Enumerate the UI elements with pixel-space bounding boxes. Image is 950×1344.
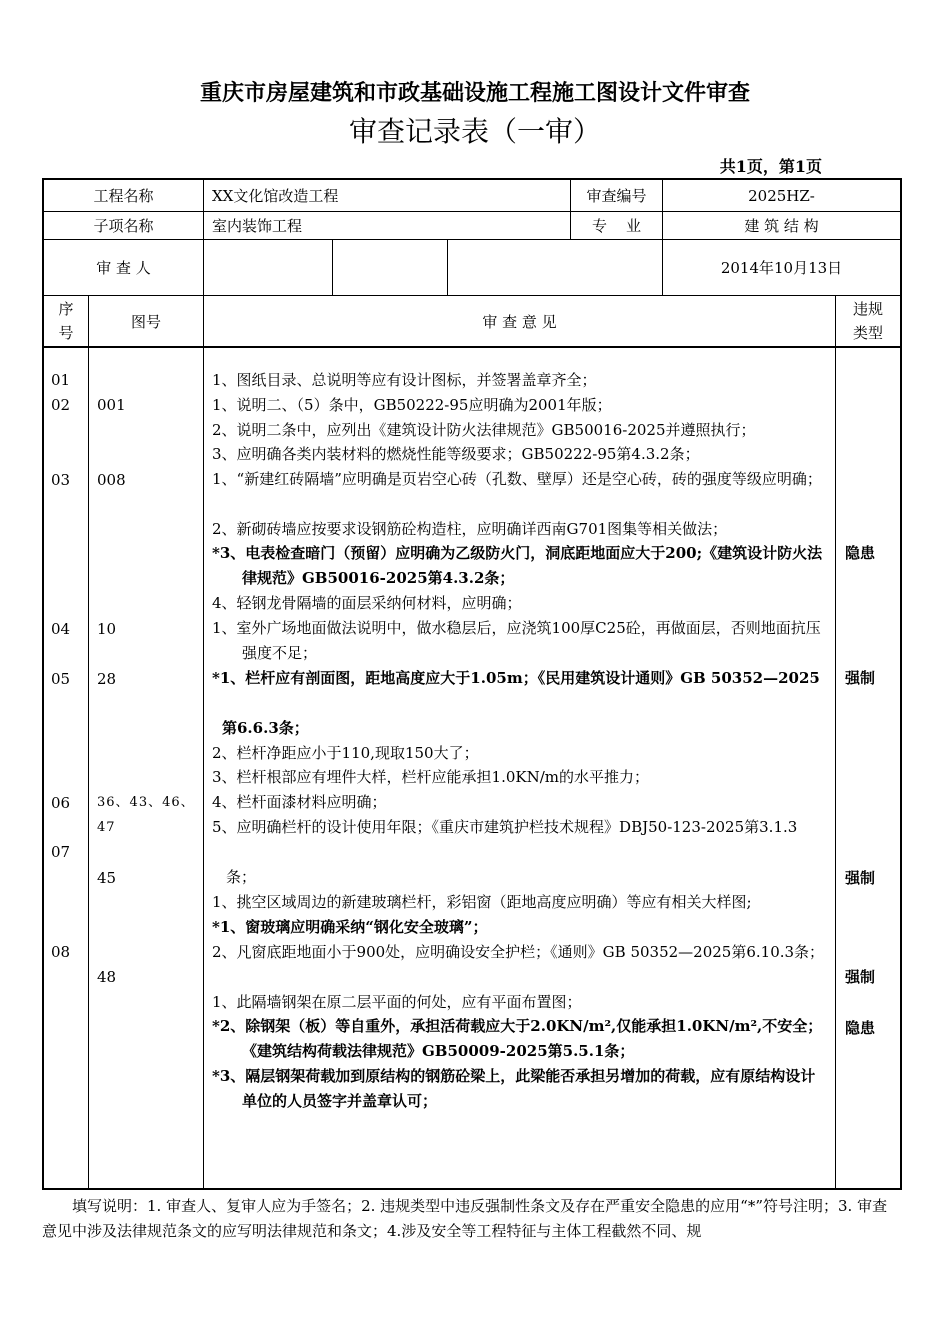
opinion-line: 1、此隔墙钢架在原二层平面的何处，应有平面布置图； [212, 993, 582, 1011]
col-divider [447, 239, 448, 296]
page-info: 共1页，第1页 [719, 157, 822, 176]
violation-type-header: 违规类型 [852, 300, 883, 342]
row-seq: 01 [51, 371, 71, 389]
row-drawing-no: 10 [97, 620, 117, 638]
opinion-line: 4、轻钢龙骨隔墙的面层采纳何材料，应明确； [212, 594, 522, 612]
col-divider [203, 179, 204, 296]
opinion-line: *1、栏杆应有剖面图，距地高度应大于1.05m；《民用建筑设计通则》GB 50352—2025 [212, 669, 820, 687]
document-subtitle: 审查记录表（一审） [348, 115, 601, 148]
reviewer-label: 审 查 人 [96, 259, 151, 277]
seq-header: 序号 [58, 300, 74, 342]
opinion-header: 审 查 意 见 [482, 312, 557, 331]
opinion-line: 2、新砌砖墙应按要求设钢筋砼构造柱，应明确详西南G701图集等相关做法； [212, 520, 728, 538]
review-no-label: 审查编号 [586, 187, 647, 205]
specialty: 建 筑 结 构 [744, 217, 819, 235]
row-seq: 05 [51, 670, 71, 688]
review-no: 2025HZ- [748, 186, 815, 205]
subitem: 室内装饰工程 [212, 217, 303, 235]
row-drawing-no: 001 [97, 396, 126, 414]
row-violation-type: 强制 [845, 669, 876, 687]
project-name: XX文化馆改造工程 [212, 187, 339, 205]
opinion-line: 3、应明确各类内装材料的燃烧性能等级要求；GB50222-95第4.3.2条； [212, 445, 700, 463]
opinion-line: 3、栏杆根部应有埋件大样，栏杆应能承担1.0KN/m的水平推力； [212, 768, 650, 786]
col-divider [203, 295, 204, 1188]
row-violation-type: 强制 [845, 869, 876, 887]
row-drawing-no: 45 [97, 869, 117, 887]
row-violation-type: 隐患 [845, 544, 876, 562]
row-drawing-no: 008 [97, 471, 126, 489]
project-name-label: 工程名称 [93, 187, 154, 205]
fill-instructions: 填写说明：1. 审查人、复审人应为手签名；2. 违规类型中违反强制性条文及存在严重安全隐患的应用“*”符号注明；3. 审查意见中涉及法律规范条文的应写明法律规范和条文；4.涉及安全等工程特征与主体工程截然不同、规 [42, 1197, 888, 1240]
header-divider [42, 346, 902, 348]
row-seq: 06 [51, 794, 71, 812]
opinion-line: 5、应明确栏杆的设计使用年限；《重庆市建筑护栏技术规程》DBJ50-123-2025第3.1.3 [212, 818, 798, 836]
subitem-label: 子项名称 [93, 217, 154, 235]
specialty-label: 专 业 [591, 217, 642, 235]
opinion-line: 2、栏杆净距应小于110,现取150大了； [212, 744, 479, 762]
opinion-line: 条； [226, 868, 257, 886]
opinion-line: 2、凡窗底距地面小于900处，应明确设安全护栏；《通则》GB 50352—2025第6.10.3条； [212, 943, 825, 961]
opinion-line: *2、除钢架（板）等自重外，承担活荷载应大于2.0KN/m²,仅能承担1.0KN/m²,不安全；《建筑结构荷载法律规范》GB50009-2025第5.5.1条； [212, 1017, 823, 1060]
opinion-line: 1、说明二、（5）条中，GB50222-95应明确为2001年版； [212, 396, 612, 414]
document-title: 重庆市房屋建筑和市政基础设施工程施工图设计文件审查 [199, 81, 750, 106]
col-divider [88, 295, 89, 1188]
row-seq: 07 [51, 843, 71, 861]
col-divider [835, 295, 836, 1188]
opinion-line: *1、窗玻璃应明确采纳“钢化安全玻璃”； [212, 918, 488, 936]
opinion-line: *3、隔层钢架荷载加到原结构的钢筋砼梁上，此梁能否承担另增加的荷载，应有原结构设计单位的人员签字并盖章认可； [212, 1067, 816, 1110]
row-drawing-no: 48 [97, 968, 117, 986]
col-divider [332, 239, 333, 296]
row-seq: 08 [51, 943, 71, 961]
opinion-line: 4、栏杆面漆材料应明确； [212, 793, 387, 811]
row-drawing-no: 28 [97, 670, 117, 688]
opinion-line: 2、说明二条中，应列出《建筑设计防火法律规范》GB50016-2025并遵照执行； [212, 421, 756, 439]
opinion-line: 1、“新建红砖隔墙”应明确是页岩空心砖（孔数、壁厚）还是空心砖，砖的强度等级应明确； [212, 470, 822, 488]
opinion-line: 1、室外广场地面做法说明中，做水稳层后，应浇筑100厚C25砼，再做面层，否则地面抗压强度不足； [212, 619, 821, 662]
drawing-header: 图号 [130, 312, 161, 331]
opinion-line: 1、图纸目录、总说明等应有设计图标，并签署盖章齐全； [212, 371, 597, 389]
opinion-line: 第6.6.3条； [222, 719, 309, 737]
row-seq: 02 [51, 396, 71, 414]
row-violation-type: 隐患 [845, 1019, 876, 1037]
review-date: 2014年10月13日 [720, 259, 843, 277]
row-drawing-no: 36、43、46、47 [97, 795, 195, 835]
row-violation-type: 强制 [845, 968, 876, 986]
opinion-line: 1、挑空区域周边的新建玻璃栏杆，彩铝窗（距地高度应明确）等应有相关大样图; [212, 893, 752, 911]
opinion-line: *3、电表检查暗门（预留）应明确为乙级防火门，洞底距地面应大于200;《建筑设计防火法律规范》GB50016-2025第4.3.2条； [212, 544, 823, 587]
row-seq: 03 [51, 471, 71, 489]
row-seq: 04 [51, 620, 71, 638]
